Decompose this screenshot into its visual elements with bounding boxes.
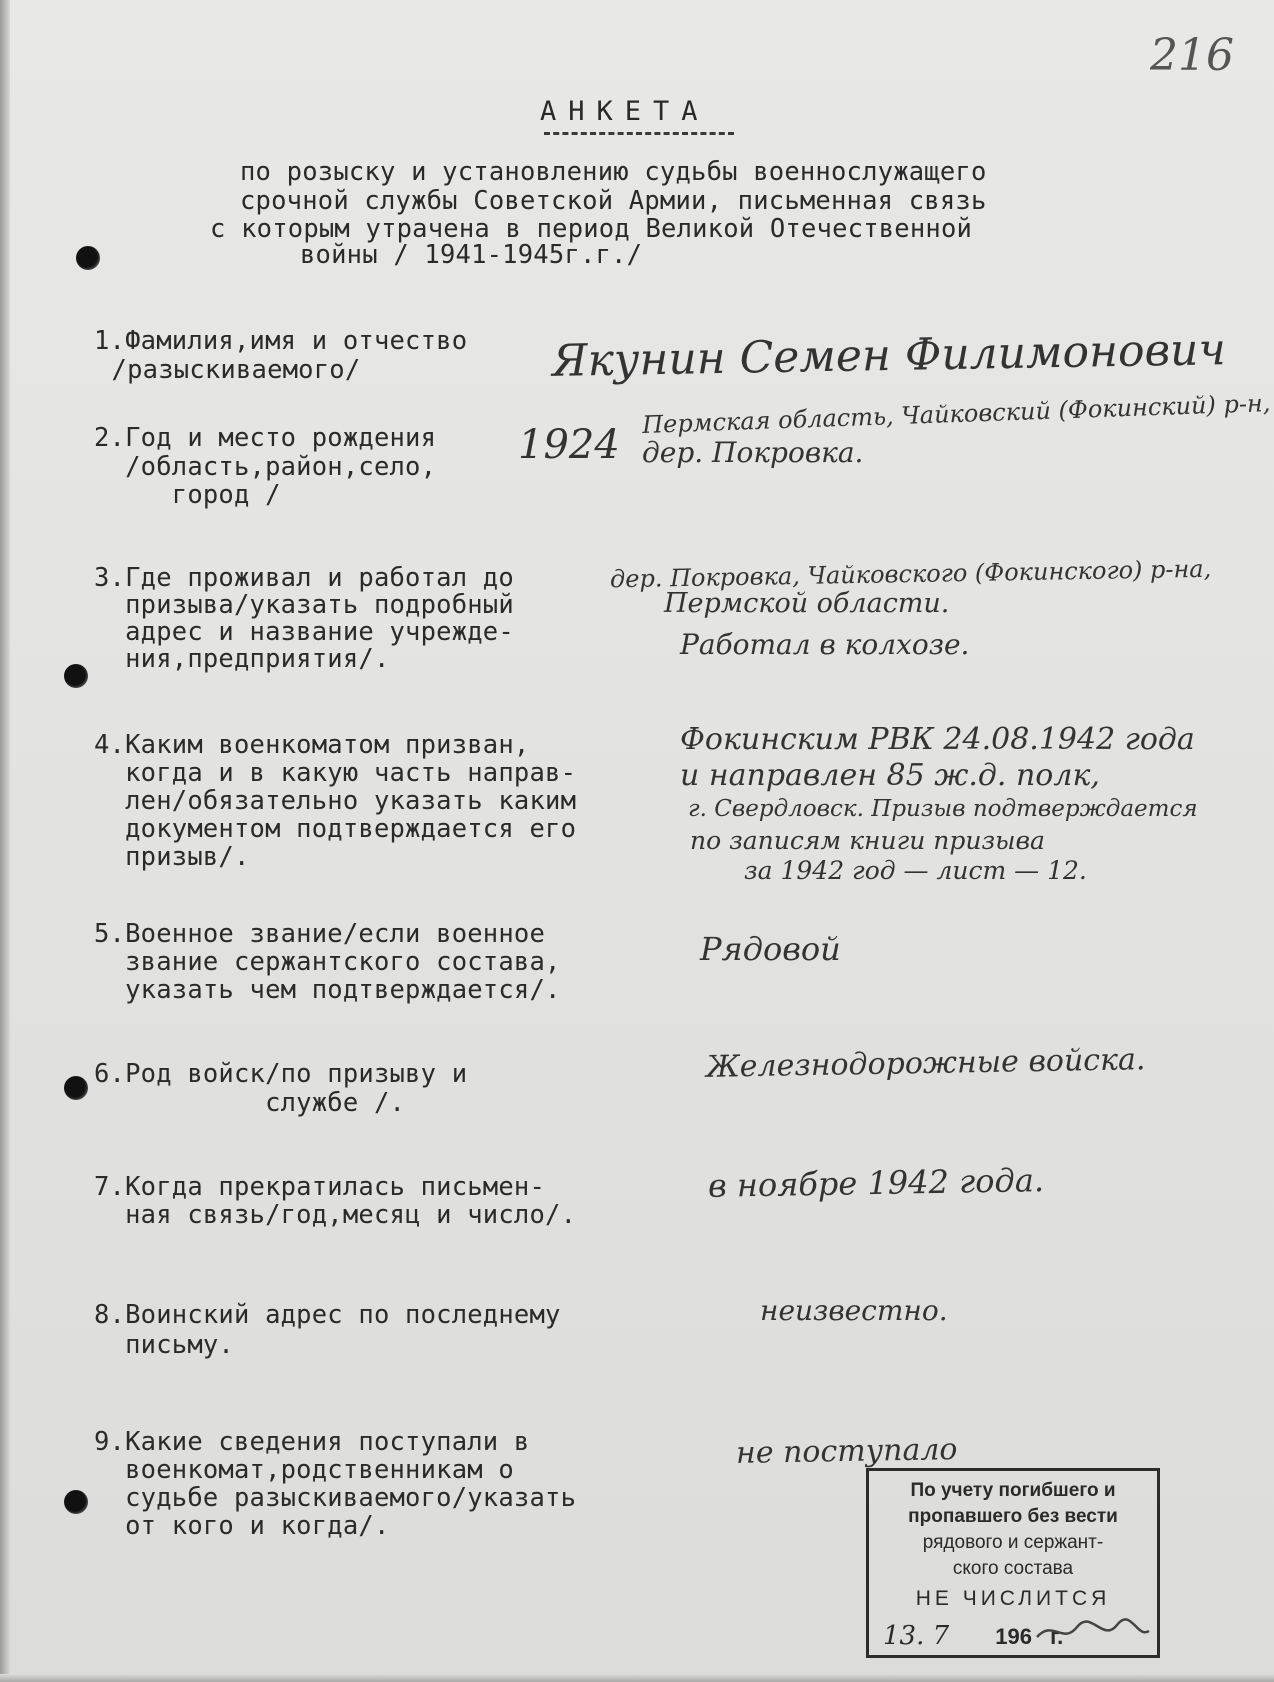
question-line: призыва/указать подробный [94, 590, 514, 620]
stamp-text-line: рядового и сержант- [922, 1532, 1104, 1553]
question-line: 5.Военное звание/если военное [94, 919, 546, 949]
answer-handwritten: Пермской области. [664, 588, 950, 619]
archive-stamp [866, 1468, 1160, 1658]
title-underline [544, 132, 734, 135]
question-line: /область,район,село, [94, 452, 437, 482]
answer-handwritten: за 1942 год — лист — 12. [744, 856, 1087, 885]
stamp-date-handwritten: 13. 7 [883, 1621, 950, 1651]
stamp-text-line: ского состава [952, 1558, 1074, 1579]
question-line: адрес и название учрежде- [94, 617, 514, 647]
question-line: судьбе разыскиваемого/указать [94, 1483, 577, 1513]
page-edge-bottom [0, 1674, 1274, 1682]
answer-handwritten: Якунин Семен Филимонович [551, 324, 1227, 387]
question-line: 2.Год и место рождения [94, 423, 437, 453]
answer-handwritten: и направлен 85 ж.д. полк, [680, 758, 1100, 793]
punch-hole [64, 1076, 88, 1100]
question-line: 9.Какие сведения поступали в [94, 1427, 530, 1457]
birth-year-handwritten: 1924 [518, 422, 620, 468]
signature-scribble [1033, 1615, 1153, 1649]
question-line: 6.Род войск/по призыву и [94, 1059, 468, 1089]
subtitle-line: по розыску и установлению судьбы военнослужащего [240, 157, 987, 187]
question-line: лен/обязательно указать каким [94, 786, 577, 816]
answer-handwritten: неизвестно. [760, 1294, 948, 1327]
stamp-date-suffix: г. [1050, 1624, 1064, 1649]
answer-handwritten: не поступало [735, 1432, 958, 1471]
subtitle-line: войны / 1941-1945г.г./ [300, 240, 643, 270]
question-line: когда и в какую часть направ- [94, 758, 577, 788]
question-line: город / [94, 480, 281, 510]
question-line: военкомат,родственникам о [94, 1455, 514, 1485]
page-edge-left [0, 0, 10, 1682]
question-line: службе /. [94, 1088, 406, 1118]
page-number: 216 [1150, 30, 1234, 81]
answer-handwritten: Железнодорожные войска. [705, 1042, 1146, 1085]
answer-handwritten: г. Свердловск. Призыв подтверждается [688, 796, 1198, 822]
subtitle-line: с которым утрачена в период Великой Отечественной [210, 214, 973, 244]
answer-handwritten: дер. Покровка, Чайковского (Фокинского) р-на, [609, 554, 1212, 594]
question-line: 8.Воинский адрес по последнему [94, 1300, 561, 1330]
stamp-date [883, 1621, 1153, 1651]
question-line: документом подтверждается его [94, 814, 577, 844]
question-line: указать чем подтверждается/. [94, 975, 561, 1005]
question-line: от кого и когда/. [94, 1511, 390, 1541]
answer-handwritten: Фокинским РВК 24.08.1942 года [680, 722, 1195, 757]
question-line: ния,предприятия/. [94, 644, 390, 674]
question-line: письму. [94, 1330, 234, 1360]
document-title: АНКЕТА [540, 96, 710, 127]
question-line: ная связь/год,месяц и число/. [94, 1200, 577, 1230]
question-line: 7.Когда прекратилась письмен- [94, 1172, 546, 1202]
answer-handwritten: Работал в колхозе. [680, 628, 970, 661]
stamp-date-year: 196 [995, 1624, 1032, 1649]
subtitle-line: срочной службы Советской Армии, письменная связь [240, 186, 987, 216]
answer-handwritten: дер. Покровка. [642, 436, 864, 469]
answer-handwritten: по записям книги призыва [690, 826, 1045, 855]
stamp-status: НЕ ЧИСЛИТСЯ [915, 1587, 1111, 1610]
answer-handwritten: Пермская область, Чайковский (Фокинский) р-н, [641, 389, 1271, 439]
question-line: звание сержантского состава, [94, 947, 561, 977]
question-line: 1.Фамилия,имя и отчество [94, 326, 468, 356]
stamp-text-line: пропавшего без вести [908, 1506, 1118, 1527]
answer-handwritten: в ноябре 1942 года. [707, 1161, 1045, 1205]
punch-hole [76, 246, 100, 270]
punch-hole [64, 1490, 88, 1514]
question-line: 3.Где проживал и работал до [94, 563, 514, 593]
question-line: призыв/. [94, 842, 250, 872]
question-line: 4.Каким военкоматом призван, [94, 730, 530, 760]
question-line: /разыскиваемого/ [96, 355, 361, 385]
stamp-text-line: По учету погибшего и [910, 1480, 1116, 1501]
punch-hole [64, 664, 88, 688]
answer-handwritten: Рядовой [700, 930, 841, 968]
